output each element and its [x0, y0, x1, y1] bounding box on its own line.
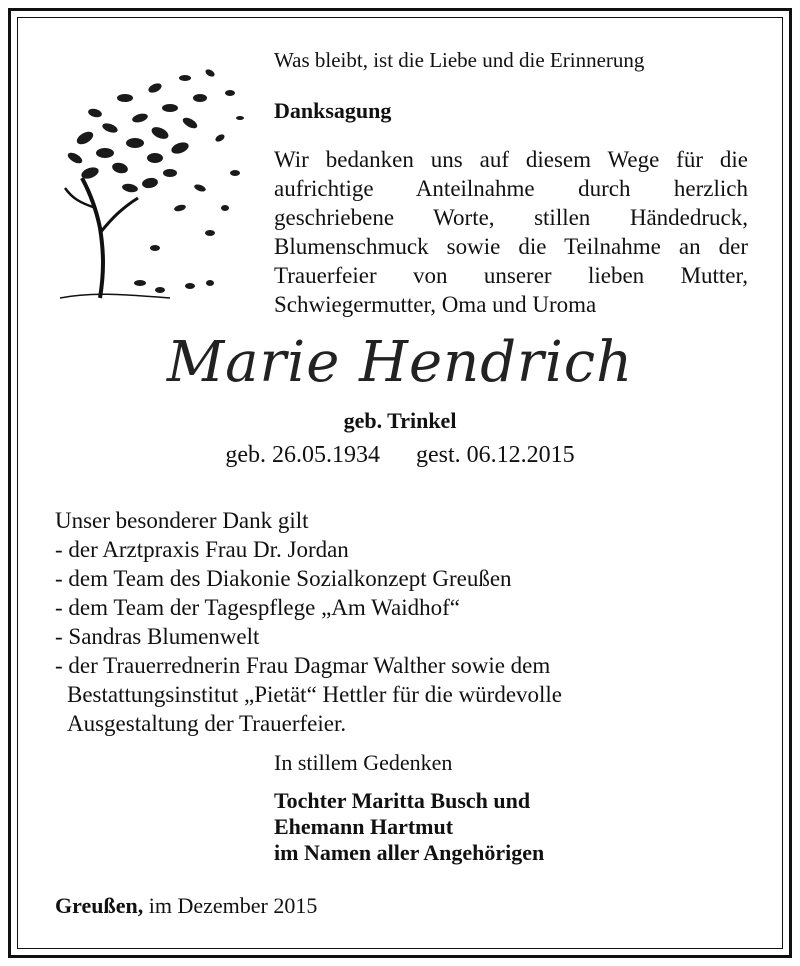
deceased-name: Marie Hendrich	[166, 330, 634, 395]
place-date	[55, 893, 317, 919]
heading: Danksagung	[274, 98, 392, 123]
list-item: - Sandras Blumenwelt	[55, 624, 260, 649]
thanks-text: Wir bedanken uns auf diesem Wege für die aufrichtige Anteilnahme durch herzlich geschriebene Worte, stillen Händedruck, Blumenschmuck sowie die Teilnahme an der Trauerfeier von unserer lieben Mutter, Schwiegermutter, Oma und Uroma	[274, 147, 748, 317]
list-item: - dem Team der Tagespflege „Am Waidhof“	[55, 595, 460, 620]
list-item-continuation: Bestattungsinstitut „Pietät“ Hettler für die würdevolle	[67, 682, 563, 707]
date-line: im Dezember 2015	[148, 893, 318, 918]
special-thanks	[55, 506, 562, 738]
motto: Was bleibt, ist die Liebe und die Erinnerung	[274, 48, 645, 72]
list-item-continuation: Ausgestaltung der Trauerfeier.	[67, 711, 347, 736]
signer-line: Ehemann Hartmut	[274, 814, 454, 839]
birth-name: geb. Trinkel	[343, 408, 457, 433]
special-thanks-intro: Unser besonderer Dank gilt	[55, 508, 309, 533]
special-thanks-list	[55, 535, 562, 738]
list-item: - dem Team des Diakonie Sozialkonzept Greußen	[55, 566, 512, 591]
signer-line: Tochter Maritta Busch und	[274, 788, 531, 813]
life-dates	[0, 442, 800, 469]
memory-line: In stillem Gedenken	[274, 750, 453, 775]
signer-line: im Namen aller Angehörigen	[274, 840, 545, 865]
list-item: - der Trauerrednerin Frau Dagmar Walther sowie dem	[55, 653, 551, 678]
death-date: gest. 06.12.2015	[415, 442, 575, 468]
windblown-tree-icon	[60, 58, 250, 303]
birth-date: geb. 26.05.1934	[225, 442, 380, 468]
list-item: - der Arztpraxis Frau Dr. Jordan	[55, 537, 349, 562]
signers	[274, 788, 544, 866]
place: Greußen,	[55, 893, 144, 918]
